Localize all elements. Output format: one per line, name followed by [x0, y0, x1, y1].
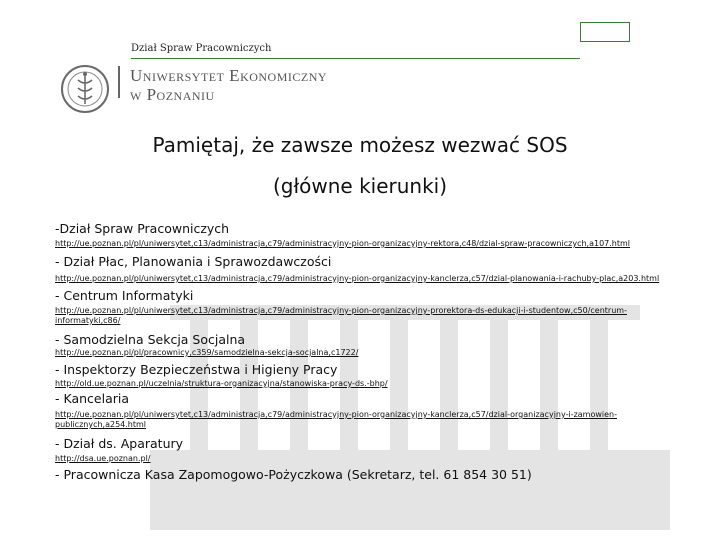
item-label-social-section: - Samodzielna Sekcja Socjalna [55, 332, 246, 347]
logo-divider [118, 66, 120, 98]
logo-line-2: w Poznaniu [130, 85, 215, 104]
university-seal-icon [60, 64, 110, 114]
header-accent-box [580, 22, 630, 42]
item-label-payroll: - Dział Płac, Planowania i Sprawozdawczości [55, 254, 332, 269]
item-label-equipment-dept: - Dział ds. Aparatury [55, 436, 184, 451]
logo-line-1: Uniwersytet Ekonomiczny [130, 66, 328, 85]
item-link-safety-inspectors[interactable]: http://old.ue.poznan.pl/uczelnia/struktura-organizacyjna/stanowiska-pracy-ds.-bhp/ [55, 379, 388, 388]
item-label-hr: -Dział Spraw Pracowniczych [55, 221, 230, 236]
item-label-it-center: - Centrum Informatyki [55, 288, 194, 303]
slide-title-line-1: Pamiętaj, że zawsze możesz wezwać SOS [152, 133, 568, 157]
item-link-it-center[interactable]: http://ue.poznan.pl/pl/uniwersytet,c13/administracja,c79/administracyjny-pion-organizacyjny-prorektora-ds-edukacji-i-studentow,c50/centrum-informatyki,c86/ [55, 306, 627, 325]
item-label-chancellery: - Kancelaria [55, 391, 130, 406]
item-link-hr[interactable]: http://ue.poznan.pl/pl/uniwersytet,c13/administracja,c79/administracyjny-pion-organizacyjny-rektora,c48/dzial-spraw-pracowniczych,a107.html [55, 239, 631, 248]
item-label-safety-inspectors: - Inspektorzy Bezpieczeństwa i Higieny Pracy [55, 362, 338, 377]
item-link-equipment-dept[interactable]: http://dsa.ue.poznan.pl/ [55, 454, 151, 463]
header-divider [131, 58, 580, 59]
item-link-social-section[interactable]: http://ue.poznan.pl/pl/pracownicy,c359/samodzielna-sekcja-socjalna,c1722/ [55, 348, 359, 357]
university-logo-text [130, 66, 327, 104]
item-link-chancellery[interactable]: http://ue.poznan.pl/pl/uniwersytet,c13/administracja,c79/administracyjny-pion-organizacyjny-kanclerza,c57/dzial-organizacyjny-i-zamowien-publicznych,a254.html [55, 410, 618, 429]
item-link-payroll[interactable]: http://ue.poznan.pl/pl/uniwersytet,c13/administracja,c79/administracyjny-pion-organizacyjny-kanclerza,c57/dzial-planowania-i-rachuby-plac,a203.html [55, 274, 660, 283]
item-label-loan-fund: - Pracownicza Kasa Zapomogowo-Pożyczkowa (Sekretarz, tel. 61 854 30 51) [55, 467, 532, 482]
department-header-label: Dział Spraw Pracowniczych [131, 43, 272, 54]
slide-title-line-2: (główne kierunki) [272, 174, 448, 198]
